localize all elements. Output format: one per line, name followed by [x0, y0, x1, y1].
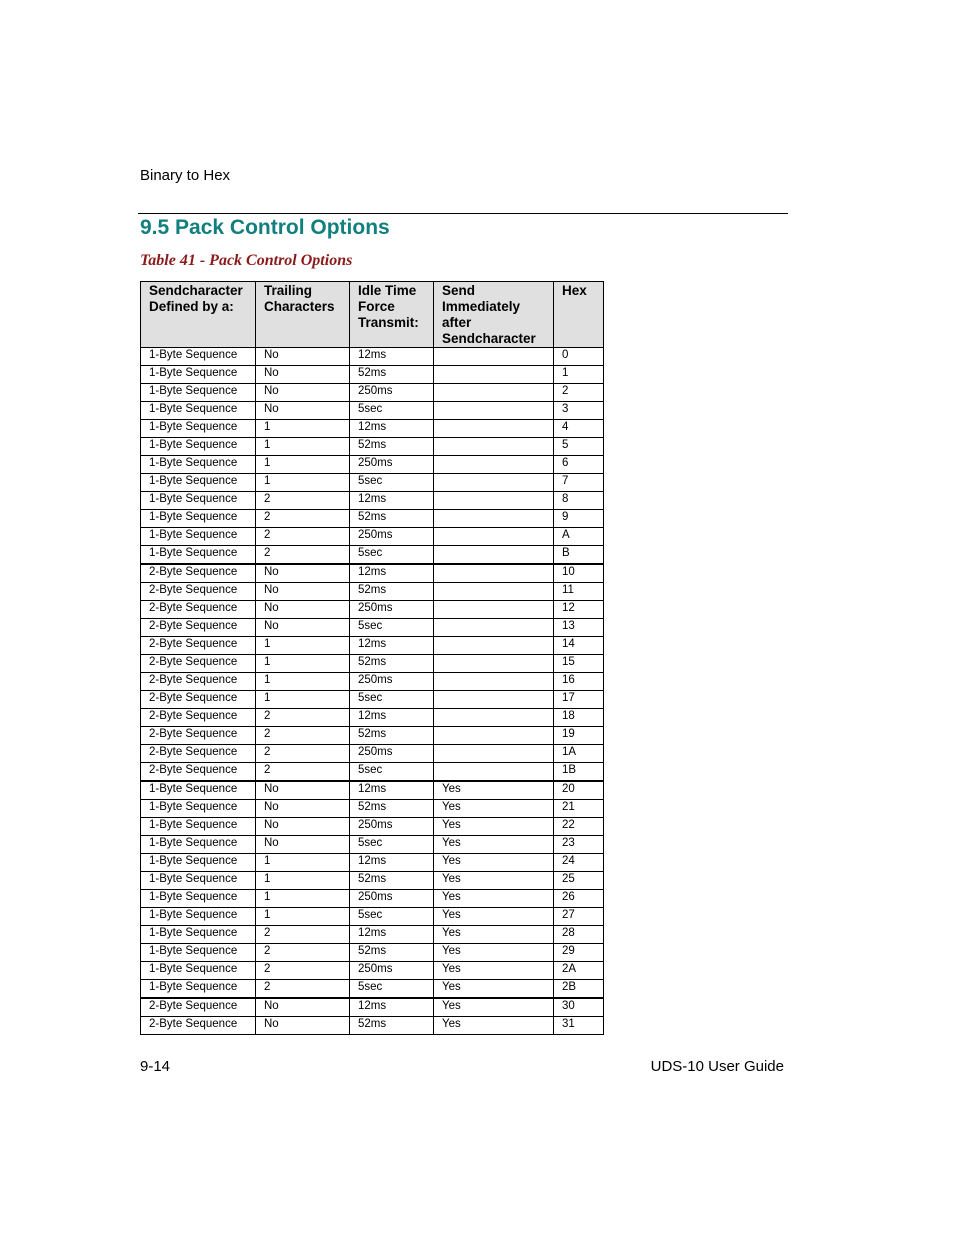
cell-sendcharacter: 1-Byte Sequence: [141, 510, 256, 528]
cell-send-immediately: [434, 384, 554, 402]
cell-send-immediately: Yes: [434, 944, 554, 962]
cell-hex: 0: [554, 348, 604, 366]
cell-hex: 24: [554, 854, 604, 872]
cell-sendcharacter: 1-Byte Sequence: [141, 546, 256, 565]
cell-send-immediately: [434, 673, 554, 691]
cell-sendcharacter: 1-Byte Sequence: [141, 438, 256, 456]
cell-sendcharacter: 1-Byte Sequence: [141, 890, 256, 908]
table-row: [141, 637, 604, 655]
cell-hex: 25: [554, 872, 604, 890]
cell-hex: 19: [554, 727, 604, 745]
table-row: [141, 420, 604, 438]
running-header: Binary to Hex: [140, 167, 231, 184]
cell-idle-time: 250ms: [350, 745, 434, 763]
cell-idle-time: 52ms: [350, 438, 434, 456]
cell-sendcharacter: 2-Byte Sequence: [141, 745, 256, 763]
cell-idle-time: 12ms: [350, 637, 434, 655]
cell-hex: 27: [554, 908, 604, 926]
cell-hex: 22: [554, 818, 604, 836]
table-row: [141, 366, 604, 384]
cell-trailing: 2: [256, 709, 350, 727]
cell-sendcharacter: 2-Byte Sequence: [141, 691, 256, 709]
header-rule: [138, 213, 788, 214]
cell-send-immediately: [434, 474, 554, 492]
cell-trailing: No: [256, 384, 350, 402]
table-row: [141, 836, 604, 854]
cell-send-immediately: Yes: [434, 872, 554, 890]
table-row: [141, 998, 604, 1017]
cell-idle-time: 5sec: [350, 908, 434, 926]
cell-sendcharacter: 2-Byte Sequence: [141, 998, 256, 1017]
cell-trailing: No: [256, 564, 350, 583]
cell-hex: 7: [554, 474, 604, 492]
cell-idle-time: 12ms: [350, 709, 434, 727]
cell-sendcharacter: 1-Byte Sequence: [141, 384, 256, 402]
cell-hex: 1B: [554, 763, 604, 782]
cell-hex: 1A: [554, 745, 604, 763]
cell-hex: 13: [554, 619, 604, 637]
guide-title: UDS-10 User Guide: [650, 1058, 784, 1075]
cell-send-immediately: Yes: [434, 1017, 554, 1035]
cell-hex: 2: [554, 384, 604, 402]
cell-trailing: 2: [256, 944, 350, 962]
cell-trailing: No: [256, 402, 350, 420]
cell-idle-time: 250ms: [350, 962, 434, 980]
table-row: [141, 781, 604, 800]
table-row: [141, 800, 604, 818]
table-row: [141, 763, 604, 782]
cell-trailing: 1: [256, 872, 350, 890]
table-row: [141, 510, 604, 528]
cell-idle-time: 5sec: [350, 402, 434, 420]
cell-trailing: 1: [256, 438, 350, 456]
cell-trailing: 2: [256, 546, 350, 565]
cell-hex: 31: [554, 1017, 604, 1035]
cell-idle-time: 5sec: [350, 980, 434, 999]
cell-hex: 2B: [554, 980, 604, 999]
cell-idle-time: 250ms: [350, 456, 434, 474]
cell-sendcharacter: 1-Byte Sequence: [141, 836, 256, 854]
cell-idle-time: 250ms: [350, 384, 434, 402]
cell-trailing: No: [256, 619, 350, 637]
cell-send-immediately: Yes: [434, 998, 554, 1017]
table-row: [141, 727, 604, 745]
table-row: [141, 872, 604, 890]
cell-sendcharacter: 1-Byte Sequence: [141, 781, 256, 800]
cell-hex: 29: [554, 944, 604, 962]
cell-trailing: 2: [256, 510, 350, 528]
table-row: [141, 980, 604, 999]
cell-idle-time: 5sec: [350, 691, 434, 709]
table-row: [141, 673, 604, 691]
cell-hex: 1: [554, 366, 604, 384]
cell-sendcharacter: 1-Byte Sequence: [141, 492, 256, 510]
cell-trailing: No: [256, 818, 350, 836]
cell-hex: 9: [554, 510, 604, 528]
cell-hex: 10: [554, 564, 604, 583]
cell-sendcharacter: 1-Byte Sequence: [141, 366, 256, 384]
cell-send-immediately: [434, 348, 554, 366]
cell-hex: 14: [554, 637, 604, 655]
cell-hex: 15: [554, 655, 604, 673]
cell-idle-time: 12ms: [350, 348, 434, 366]
cell-send-immediately: [434, 583, 554, 601]
cell-idle-time: 12ms: [350, 998, 434, 1017]
cell-trailing: 2: [256, 763, 350, 782]
cell-send-immediately: Yes: [434, 854, 554, 872]
table-row: [141, 890, 604, 908]
cell-sendcharacter: 2-Byte Sequence: [141, 673, 256, 691]
cell-send-immediately: [434, 420, 554, 438]
cell-trailing: No: [256, 366, 350, 384]
cell-trailing: 2: [256, 980, 350, 999]
cell-hex: A: [554, 528, 604, 546]
cell-trailing: 1: [256, 655, 350, 673]
cell-send-immediately: [434, 366, 554, 384]
cell-hex: 5: [554, 438, 604, 456]
cell-hex: 11: [554, 583, 604, 601]
cell-sendcharacter: 2-Byte Sequence: [141, 763, 256, 782]
cell-send-immediately: [434, 763, 554, 782]
cell-sendcharacter: 1-Byte Sequence: [141, 348, 256, 366]
table-row: [141, 564, 604, 583]
cell-idle-time: 12ms: [350, 564, 434, 583]
cell-trailing: 2: [256, 745, 350, 763]
table-row: [141, 944, 604, 962]
cell-sendcharacter: 2-Byte Sequence: [141, 727, 256, 745]
cell-trailing: 1: [256, 691, 350, 709]
cell-idle-time: 12ms: [350, 492, 434, 510]
cell-send-immediately: Yes: [434, 800, 554, 818]
cell-trailing: No: [256, 601, 350, 619]
table-row: [141, 962, 604, 980]
cell-trailing: 2: [256, 926, 350, 944]
cell-hex: 17: [554, 691, 604, 709]
cell-sendcharacter: 2-Byte Sequence: [141, 655, 256, 673]
cell-hex: 8: [554, 492, 604, 510]
cell-sendcharacter: 1-Byte Sequence: [141, 908, 256, 926]
cell-sendcharacter: 1-Byte Sequence: [141, 402, 256, 420]
cell-send-immediately: [434, 655, 554, 673]
cell-sendcharacter: 1-Byte Sequence: [141, 818, 256, 836]
cell-trailing: No: [256, 836, 350, 854]
cell-send-immediately: [434, 456, 554, 474]
cell-hex: 4: [554, 420, 604, 438]
cell-send-immediately: [434, 510, 554, 528]
column-header-hex: Hex: [554, 282, 604, 348]
cell-hex: 21: [554, 800, 604, 818]
cell-hex: 18: [554, 709, 604, 727]
table-row: [141, 1017, 604, 1035]
cell-hex: 16: [554, 673, 604, 691]
cell-send-immediately: [434, 402, 554, 420]
table-caption: Table 41 - Pack Control Options: [140, 252, 353, 269]
table-row: [141, 745, 604, 763]
column-header-trailing: Trailing Characters: [256, 282, 350, 348]
cell-idle-time: 5sec: [350, 619, 434, 637]
table-row: [141, 601, 604, 619]
cell-hex: 12: [554, 601, 604, 619]
cell-hex: 3: [554, 402, 604, 420]
cell-hex: 28: [554, 926, 604, 944]
cell-sendcharacter: 1-Byte Sequence: [141, 872, 256, 890]
cell-idle-time: 250ms: [350, 601, 434, 619]
cell-idle-time: 52ms: [350, 872, 434, 890]
cell-sendcharacter: 1-Byte Sequence: [141, 420, 256, 438]
cell-idle-time: 5sec: [350, 836, 434, 854]
cell-idle-time: 52ms: [350, 944, 434, 962]
cell-sendcharacter: 1-Byte Sequence: [141, 926, 256, 944]
cell-trailing: 1: [256, 420, 350, 438]
table-row: [141, 926, 604, 944]
cell-sendcharacter: 1-Byte Sequence: [141, 474, 256, 492]
cell-sendcharacter: 2-Byte Sequence: [141, 637, 256, 655]
table-row: [141, 528, 604, 546]
cell-idle-time: 250ms: [350, 673, 434, 691]
table-row: [141, 908, 604, 926]
cell-trailing: 1: [256, 854, 350, 872]
cell-send-immediately: Yes: [434, 781, 554, 800]
cell-hex: 26: [554, 890, 604, 908]
cell-hex: 20: [554, 781, 604, 800]
cell-idle-time: 52ms: [350, 800, 434, 818]
cell-idle-time: 250ms: [350, 818, 434, 836]
cell-sendcharacter: 1-Byte Sequence: [141, 962, 256, 980]
table-row: [141, 854, 604, 872]
cell-hex: 2A: [554, 962, 604, 980]
cell-trailing: 1: [256, 474, 350, 492]
cell-send-immediately: [434, 528, 554, 546]
cell-trailing: No: [256, 998, 350, 1017]
cell-idle-time: 52ms: [350, 583, 434, 601]
cell-idle-time: 5sec: [350, 546, 434, 565]
cell-idle-time: 250ms: [350, 528, 434, 546]
cell-sendcharacter: 2-Byte Sequence: [141, 601, 256, 619]
section-title: 9.5 Pack Control Options: [140, 216, 390, 239]
cell-send-immediately: Yes: [434, 980, 554, 999]
cell-send-immediately: Yes: [434, 926, 554, 944]
cell-idle-time: 12ms: [350, 854, 434, 872]
cell-send-immediately: [434, 619, 554, 637]
table-row: [141, 492, 604, 510]
cell-trailing: 2: [256, 727, 350, 745]
cell-hex: 6: [554, 456, 604, 474]
cell-idle-time: 52ms: [350, 727, 434, 745]
column-header-send-immediately: Send Immediately after Sendcharacter: [434, 282, 554, 348]
table-row: [141, 384, 604, 402]
table-row: [141, 583, 604, 601]
cell-sendcharacter: 1-Byte Sequence: [141, 854, 256, 872]
cell-trailing: No: [256, 348, 350, 366]
cell-send-immediately: [434, 492, 554, 510]
cell-idle-time: 52ms: [350, 655, 434, 673]
cell-trailing: 1: [256, 908, 350, 926]
page-number: 9-14: [140, 1058, 171, 1075]
cell-sendcharacter: 2-Byte Sequence: [141, 564, 256, 583]
column-header-idle-time: Idle Time Force Transmit:: [350, 282, 434, 348]
cell-send-immediately: [434, 745, 554, 763]
table-row: [141, 474, 604, 492]
cell-send-immediately: [434, 564, 554, 583]
table-row: [141, 546, 604, 565]
cell-trailing: 1: [256, 637, 350, 655]
cell-idle-time: 5sec: [350, 763, 434, 782]
cell-idle-time: 250ms: [350, 890, 434, 908]
cell-idle-time: 5sec: [350, 474, 434, 492]
cell-sendcharacter: 1-Byte Sequence: [141, 980, 256, 999]
cell-send-immediately: [434, 601, 554, 619]
cell-trailing: No: [256, 781, 350, 800]
cell-trailing: No: [256, 1017, 350, 1035]
cell-hex: 30: [554, 998, 604, 1017]
cell-sendcharacter: 1-Byte Sequence: [141, 456, 256, 474]
cell-trailing: 1: [256, 890, 350, 908]
table-row: [141, 709, 604, 727]
table-header-row: [141, 282, 604, 348]
table-row: [141, 456, 604, 474]
cell-send-immediately: [434, 709, 554, 727]
cell-sendcharacter: 1-Byte Sequence: [141, 528, 256, 546]
cell-sendcharacter: 2-Byte Sequence: [141, 1017, 256, 1035]
cell-idle-time: 12ms: [350, 420, 434, 438]
cell-sendcharacter: 2-Byte Sequence: [141, 619, 256, 637]
cell-sendcharacter: 2-Byte Sequence: [141, 709, 256, 727]
table-row: [141, 691, 604, 709]
table-row: [141, 402, 604, 420]
cell-trailing: 2: [256, 528, 350, 546]
cell-sendcharacter: 1-Byte Sequence: [141, 944, 256, 962]
cell-send-immediately: [434, 546, 554, 565]
table-row: [141, 655, 604, 673]
cell-hex: B: [554, 546, 604, 565]
cell-idle-time: 52ms: [350, 510, 434, 528]
cell-send-immediately: Yes: [434, 818, 554, 836]
cell-sendcharacter: 1-Byte Sequence: [141, 800, 256, 818]
cell-trailing: 2: [256, 492, 350, 510]
cell-trailing: 2: [256, 962, 350, 980]
pack-control-table: [140, 281, 604, 1035]
cell-send-immediately: [434, 727, 554, 745]
table-body: [141, 348, 604, 1035]
cell-idle-time: 52ms: [350, 366, 434, 384]
cell-send-immediately: [434, 691, 554, 709]
cell-send-immediately: [434, 438, 554, 456]
cell-trailing: No: [256, 583, 350, 601]
cell-trailing: 1: [256, 673, 350, 691]
cell-idle-time: 12ms: [350, 781, 434, 800]
cell-send-immediately: [434, 637, 554, 655]
cell-trailing: No: [256, 800, 350, 818]
table-row: [141, 348, 604, 366]
cell-sendcharacter: 2-Byte Sequence: [141, 583, 256, 601]
cell-idle-time: 12ms: [350, 926, 434, 944]
column-header-sendcharacter: Sendcharacter Defined by a:: [141, 282, 256, 348]
table-row: [141, 818, 604, 836]
cell-hex: 23: [554, 836, 604, 854]
cell-idle-time: 52ms: [350, 1017, 434, 1035]
table-row: [141, 438, 604, 456]
cell-send-immediately: Yes: [434, 836, 554, 854]
table-row: [141, 619, 604, 637]
cell-send-immediately: Yes: [434, 908, 554, 926]
cell-send-immediately: Yes: [434, 890, 554, 908]
cell-trailing: 1: [256, 456, 350, 474]
cell-send-immediately: Yes: [434, 962, 554, 980]
